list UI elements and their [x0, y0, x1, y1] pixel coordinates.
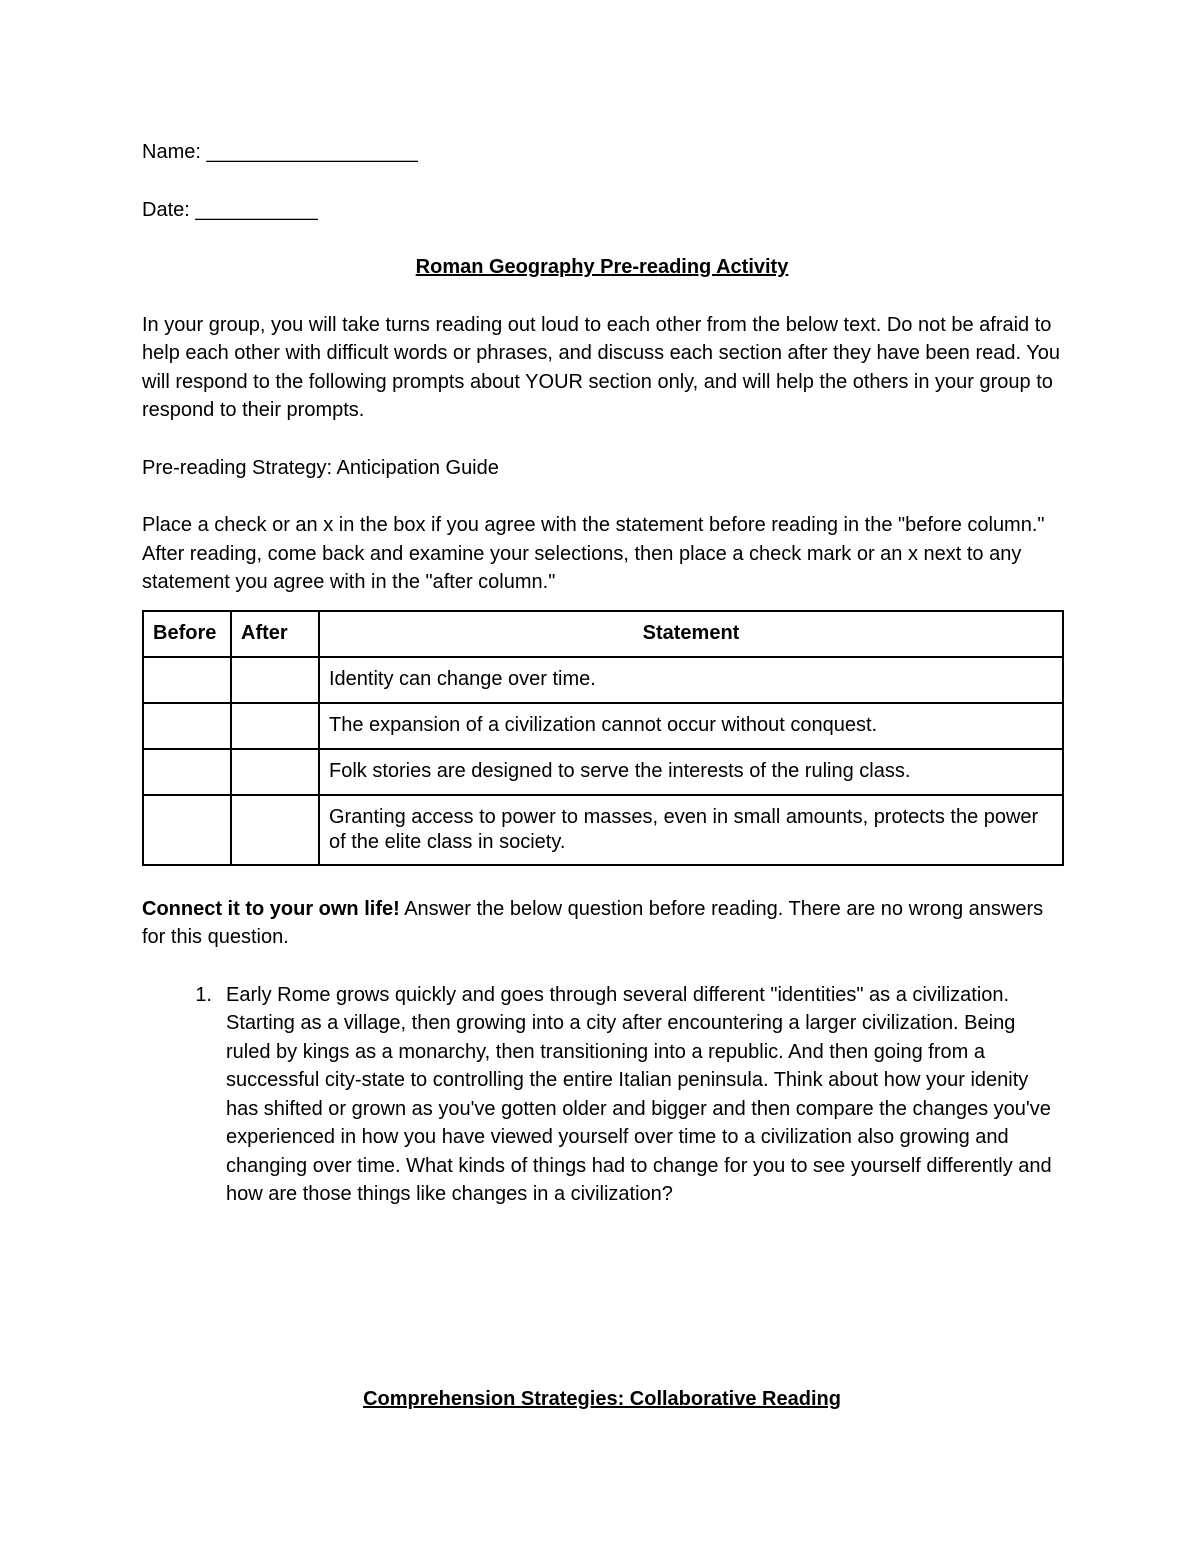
column-header-before: Before — [143, 611, 231, 657]
table-row — [143, 749, 1063, 795]
statement-cell: Granting access to power to masses, even in small amounts, protects the power of the elite class in society. — [319, 795, 1063, 865]
statement-cell: The expansion of a civilization cannot occur without conquest. — [319, 703, 1063, 749]
page-title: Roman Geography Pre-reading Activity — [415, 256, 789, 278]
before-cell[interactable] — [143, 795, 231, 865]
table-header-row — [143, 611, 1063, 657]
table-row — [143, 795, 1063, 865]
connect-rest: Answer the below question before reading. There are no wrong answers for this question. — [142, 897, 1044, 948]
statement-cell: Identity can change over time. — [319, 657, 1063, 703]
question-text: Early Rome grows quickly and goes through several different "identities" as a civilization. Starting as a village, then growing into a city after encountering a larger civilization. Being ruled by kings as a monarchy, then transitioning into a republic. And then going from a successful city-state to controlling the entire Italian peninsula. Think about how your idenity has shifted or grown as you've gotten older and bigger and then compare the changes you've experienced in how you have viewed yourself over time to a civilization also growing and changing over time. What kinds of things had to change for you to see yourself differently and how are those things like changes in a civilization? — [226, 983, 1052, 1205]
section-heading: Comprehension Strategies: Collaborative Reading — [363, 1388, 841, 1410]
connect-lead: Connect it to your own life! — [142, 897, 400, 920]
intro-paragraph: In your group, you will take turns reading out loud to each other from the below text. Do not be afraid to help each other with difficult words or phrases, and discuss each section after they have been read. You will respond to the following prompts about YOUR section only, and will help the others in your group to respond to their prompts. — [142, 313, 1060, 421]
name-field: Name: ___________________ — [142, 141, 418, 163]
before-cell[interactable] — [143, 703, 231, 749]
strategy-line: Pre-reading Strategy: Anticipation Guide — [142, 456, 499, 479]
column-header-statement: Statement — [319, 611, 1063, 657]
after-cell[interactable] — [231, 749, 319, 795]
after-cell[interactable] — [231, 657, 319, 703]
document-page — [142, 138, 1062, 1410]
date-field: Date: ___________ — [142, 198, 318, 221]
statement-cell: Folk stories are designed to serve the interests of the ruling class. — [319, 749, 1063, 795]
column-header-after: After — [231, 611, 319, 657]
before-cell[interactable] — [143, 749, 231, 795]
after-cell[interactable] — [231, 795, 319, 865]
anticipation-guide-table — [142, 610, 1064, 866]
before-cell[interactable] — [143, 657, 231, 703]
table-row — [143, 703, 1063, 749]
connect-paragraph — [142, 895, 1062, 952]
table-row — [143, 657, 1063, 703]
question-number: 1. — [195, 983, 212, 1006]
question-item — [142, 981, 1062, 1209]
after-cell[interactable] — [231, 703, 319, 749]
instructions-paragraph: Place a check or an x in the box if you agree with the statement before reading in the "before column." After reading, come back and examine your selections, then place a check mark or an x next to any statement you agree with in the "after column." — [142, 514, 1045, 593]
